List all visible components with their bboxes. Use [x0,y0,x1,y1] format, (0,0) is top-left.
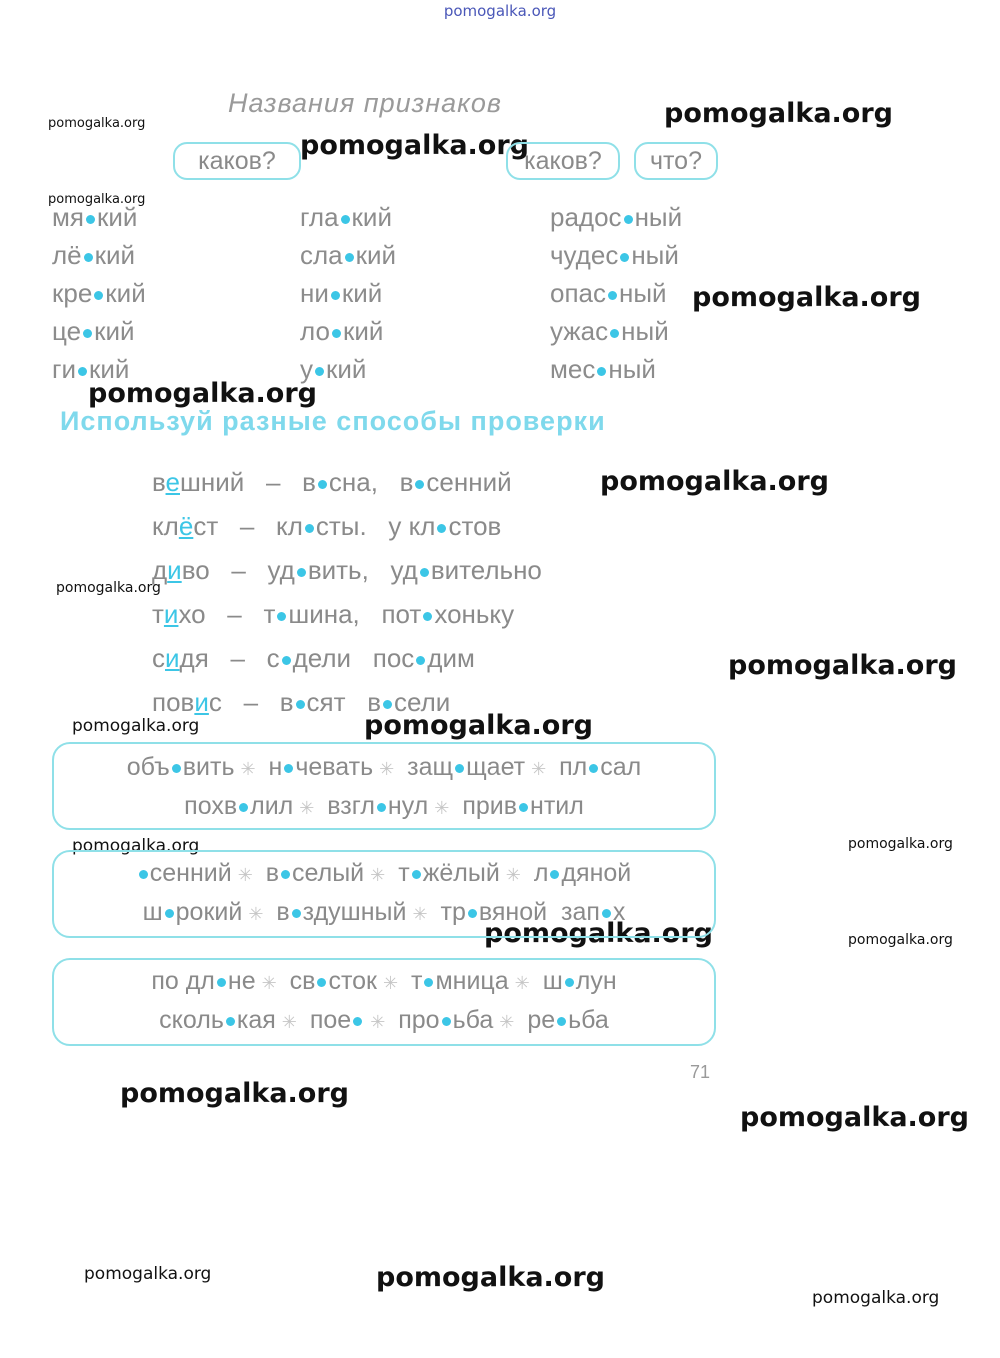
watermark: pomogalka.org [300,130,529,161]
watermark: pomogalka.org [120,1078,349,1109]
word-item: ло кий [300,316,384,346]
pair-row: диво – уд вить, уд вительно [152,555,542,585]
word-item: кре кий [52,278,146,308]
group-row: по дл не ✳ св сток ✳ т мница ✳ ш лун [151,967,617,995]
watermark: pomogalka.org [484,918,713,949]
word-item: гла кий [300,202,392,232]
watermark: pomogalka.org [72,716,200,736]
word-item: чудес ный [550,240,679,270]
question-box-3: что? [634,142,718,180]
watermark: pomogalka.org [848,932,953,948]
group-row: объ вить ✳ н чевать ✳ защ щает ✳ пл сал [126,753,642,781]
question-box-1: каков? [173,142,301,180]
group-row: ш рокий ✳ в здушный ✳ тр вяной зап х [142,898,626,926]
pair-row: тихо – т шина, пот хоньку [152,599,515,629]
question-box-2: каков? [506,142,620,180]
site-watermark-top: pomogalka.org [443,2,557,20]
watermark: pomogalka.org [364,710,593,741]
watermark: pomogalka.org [48,116,146,131]
watermark: pomogalka.org [84,1264,212,1284]
watermark: pomogalka.org [72,836,200,856]
word-item: сла кий [300,240,397,270]
watermark: pomogalka.org [56,580,161,596]
word-item: мя кий [52,202,138,232]
word-group-2 [52,850,716,938]
word-item: ни кий [300,278,383,308]
watermark: pomogalka.org [376,1262,605,1293]
watermark: pomogalka.org [740,1102,969,1133]
word-group-1 [52,742,716,830]
watermark: pomogalka.org [664,98,893,129]
word-item: це кий [52,316,135,346]
instruction-title: Используй разные способы проверки [60,406,606,436]
word-column-3 [550,198,682,388]
watermark: pomogalka.org [812,1288,940,1308]
pair-row: повис – в сят в сели [152,687,451,717]
check-pairs [152,460,542,724]
watermark: pomogalka.org [848,836,953,852]
word-item: ужас ный [550,316,669,346]
pair-row: клёст – кл сты. у кл стов [152,511,502,541]
word-item: у кий [300,354,367,384]
word-item: радос ный [550,202,683,232]
pair-row: сидя – с дели пос дим [152,643,475,673]
word-item: ги кий [52,354,130,384]
page-number: 71 [690,1062,711,1082]
word-column-1 [52,198,146,388]
word-item: опас ный [550,278,667,308]
word-column-2 [300,198,396,388]
watermark: pomogalka.org [692,282,921,313]
group-row: похв лил ✳ взгл нул ✳ прив нтил [184,792,584,820]
word-group-3 [52,958,716,1046]
word-item: мес ный [550,354,656,384]
watermark: pomogalka.org [728,650,957,681]
word-item: лё кий [52,240,136,270]
section-heading: Названия признаков [228,88,502,118]
pair-row: вешний – в сна, в сенний [152,467,512,497]
watermark: pomogalka.org [600,466,829,497]
watermark: pomogalka.org [88,378,317,409]
group-row: сенний ✳ в селый ✳ т жёлый ✳ л дяной [54,854,714,893]
group-row: сколь кая ✳ пое ✳ про ьба ✳ ре ьба [159,1006,609,1034]
watermark: pomogalka.org [48,192,146,207]
